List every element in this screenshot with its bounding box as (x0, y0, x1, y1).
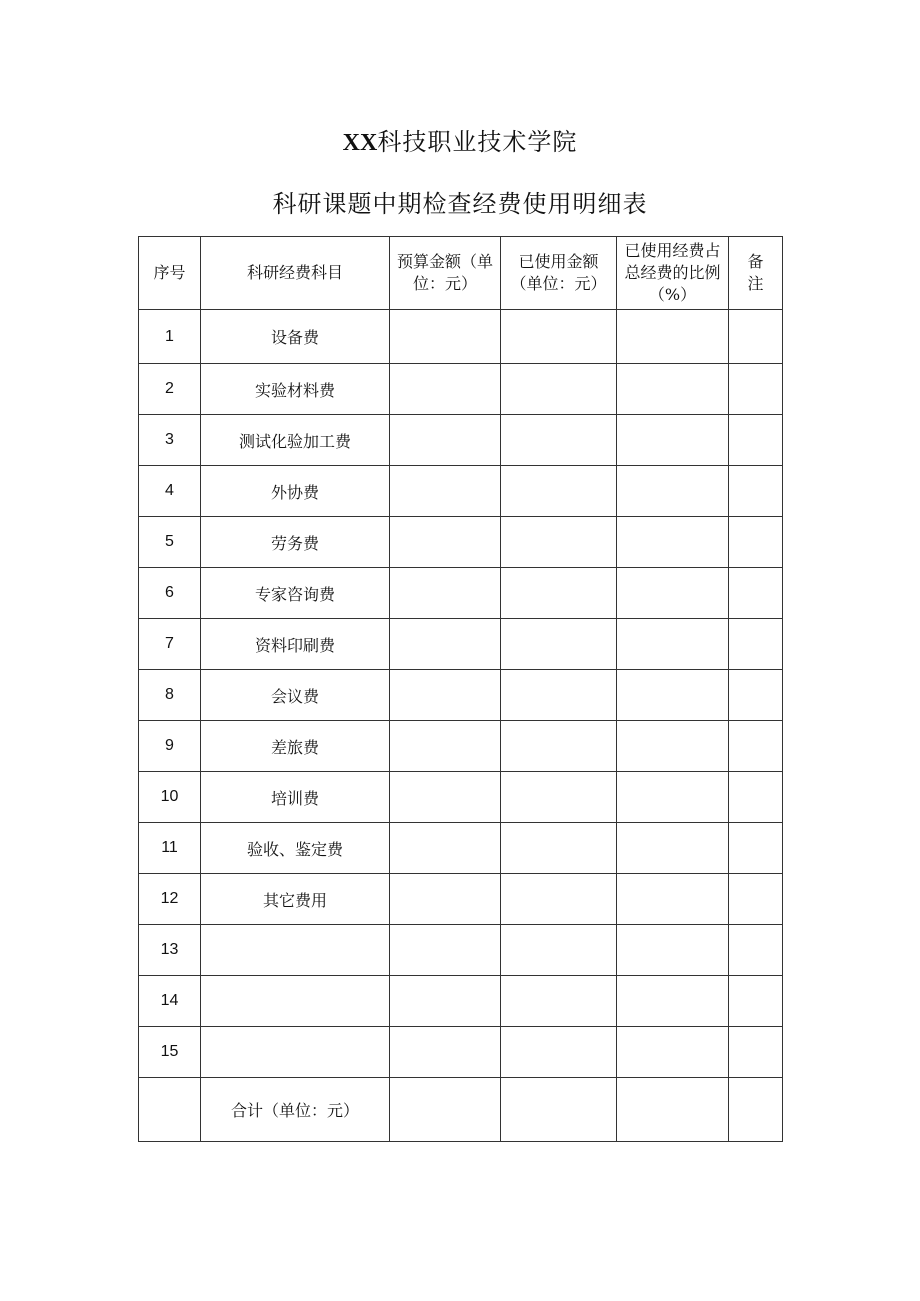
col-header-remark: 备注 (729, 237, 783, 310)
budget-cell[interactable] (390, 568, 501, 619)
expense-item[interactable] (201, 925, 390, 976)
remark-cell[interactable] (729, 1027, 783, 1078)
ratio-cell[interactable] (617, 619, 729, 670)
form-title: 科研课题中期检查经费使用明细表 (272, 190, 648, 218)
row-number: 4 (139, 466, 201, 517)
col-header-used: 已使用金额（单位：元） (501, 237, 617, 310)
table-row (139, 925, 783, 976)
table-row (139, 619, 783, 670)
used-cell[interactable] (501, 772, 617, 823)
used-cell[interactable] (501, 721, 617, 772)
total-budget-cell[interactable] (390, 1078, 501, 1142)
expense-item: 其它费用 (201, 874, 390, 925)
remark-cell[interactable] (729, 310, 783, 364)
table-row (139, 568, 783, 619)
row-number: 13 (139, 925, 201, 976)
table-row (139, 310, 783, 364)
remark-cell[interactable] (729, 670, 783, 721)
budget-cell[interactable] (390, 466, 501, 517)
table-row (139, 670, 783, 721)
remark-cell[interactable] (729, 568, 783, 619)
ratio-cell[interactable] (617, 874, 729, 925)
used-cell[interactable] (501, 364, 617, 415)
expense-item: 测试化验加工费 (201, 415, 390, 466)
used-cell[interactable] (501, 874, 617, 925)
ratio-cell[interactable] (617, 364, 729, 415)
remark-cell[interactable] (729, 925, 783, 976)
used-cell[interactable] (501, 517, 617, 568)
table-row (139, 466, 783, 517)
table-row (139, 415, 783, 466)
col-header-budget: 预算金额（单位：元） (390, 237, 501, 310)
table-row (139, 721, 783, 772)
budget-cell[interactable] (390, 721, 501, 772)
table-row (139, 364, 783, 415)
row-number: 8 (139, 670, 201, 721)
expense-item: 会议费 (201, 670, 390, 721)
used-cell[interactable] (501, 925, 617, 976)
ratio-cell[interactable] (617, 310, 729, 364)
total-remark-cell[interactable] (729, 1078, 783, 1142)
table-header-row (139, 237, 783, 310)
budget-cell[interactable] (390, 874, 501, 925)
row-number: 14 (139, 976, 201, 1027)
institution-name: 科技职业技术学院 (377, 128, 578, 156)
ratio-cell[interactable] (617, 466, 729, 517)
used-cell[interactable] (501, 823, 617, 874)
used-cell[interactable] (501, 1027, 617, 1078)
row-number: 11 (139, 823, 201, 874)
expense-item: 外协费 (201, 466, 390, 517)
ratio-cell[interactable] (617, 976, 729, 1027)
used-cell[interactable] (501, 619, 617, 670)
ratio-cell[interactable] (617, 721, 729, 772)
row-number: 2 (139, 364, 201, 415)
budget-cell[interactable] (390, 310, 501, 364)
expense-table (138, 236, 783, 1142)
total-row (139, 1078, 783, 1142)
expense-item: 实验材料费 (201, 364, 390, 415)
used-cell[interactable] (501, 466, 617, 517)
ratio-cell[interactable] (617, 670, 729, 721)
table-row (139, 517, 783, 568)
row-number: 12 (139, 874, 201, 925)
expense-item[interactable] (201, 976, 390, 1027)
budget-cell[interactable] (390, 772, 501, 823)
table-row (139, 874, 783, 925)
used-cell[interactable] (501, 415, 617, 466)
expense-item: 专家咨询费 (201, 568, 390, 619)
table-row (139, 1027, 783, 1078)
budget-cell[interactable] (390, 670, 501, 721)
expense-item: 验收、鉴定费 (201, 823, 390, 874)
institution-title (0, 122, 920, 157)
row-number: 6 (139, 568, 201, 619)
budget-cell[interactable] (390, 976, 501, 1027)
col-header-item: 科研经费科目 (201, 237, 390, 310)
row-number: 7 (139, 619, 201, 670)
ratio-cell[interactable] (617, 568, 729, 619)
remark-cell[interactable] (729, 415, 783, 466)
row-number: 10 (139, 772, 201, 823)
total-used-cell[interactable] (501, 1078, 617, 1142)
budget-cell[interactable] (390, 364, 501, 415)
row-number: 5 (139, 517, 201, 568)
remark-cell[interactable] (729, 619, 783, 670)
used-cell[interactable] (501, 568, 617, 619)
remark-cell[interactable] (729, 721, 783, 772)
expense-item: 劳务费 (201, 517, 390, 568)
used-cell[interactable] (501, 670, 617, 721)
table-row (139, 823, 783, 874)
remark-cell[interactable] (729, 772, 783, 823)
expense-item: 培训费 (201, 772, 390, 823)
remark-cell[interactable] (729, 823, 783, 874)
row-number: 9 (139, 721, 201, 772)
total-ratio-cell[interactable] (617, 1078, 729, 1142)
remark-cell[interactable] (729, 364, 783, 415)
used-cell[interactable] (501, 976, 617, 1027)
ratio-cell[interactable] (617, 415, 729, 466)
ratio-cell[interactable] (617, 925, 729, 976)
ratio-cell[interactable] (617, 517, 729, 568)
budget-cell[interactable] (390, 1027, 501, 1078)
row-number: 3 (139, 415, 201, 466)
remark-cell[interactable] (729, 976, 783, 1027)
total-number-cell (139, 1078, 201, 1142)
table-row (139, 772, 783, 823)
remark-cell[interactable] (729, 466, 783, 517)
expense-item: 差旅费 (201, 721, 390, 772)
expense-item[interactable] (201, 1027, 390, 1078)
used-cell[interactable] (501, 310, 617, 364)
budget-cell[interactable] (390, 823, 501, 874)
ratio-cell[interactable] (617, 772, 729, 823)
row-number: 1 (139, 310, 201, 364)
expense-item: 设备费 (201, 310, 390, 364)
budget-cell[interactable] (390, 517, 501, 568)
remark-cell[interactable] (729, 874, 783, 925)
budget-cell[interactable] (390, 925, 501, 976)
total-label: 合计（单位：元） (201, 1078, 390, 1142)
remark-cell[interactable] (729, 517, 783, 568)
institution-prefix: XX (342, 130, 378, 156)
table-row (139, 976, 783, 1027)
col-header-no: 序号 (139, 237, 201, 310)
ratio-cell[interactable] (617, 823, 729, 874)
expense-item: 资料印刷费 (201, 619, 390, 670)
ratio-cell[interactable] (617, 1027, 729, 1078)
budget-cell[interactable] (390, 415, 501, 466)
col-header-ratio: 已使用经费占总经费的比例（%） (617, 237, 729, 310)
row-number: 15 (139, 1027, 201, 1078)
budget-cell[interactable] (390, 619, 501, 670)
